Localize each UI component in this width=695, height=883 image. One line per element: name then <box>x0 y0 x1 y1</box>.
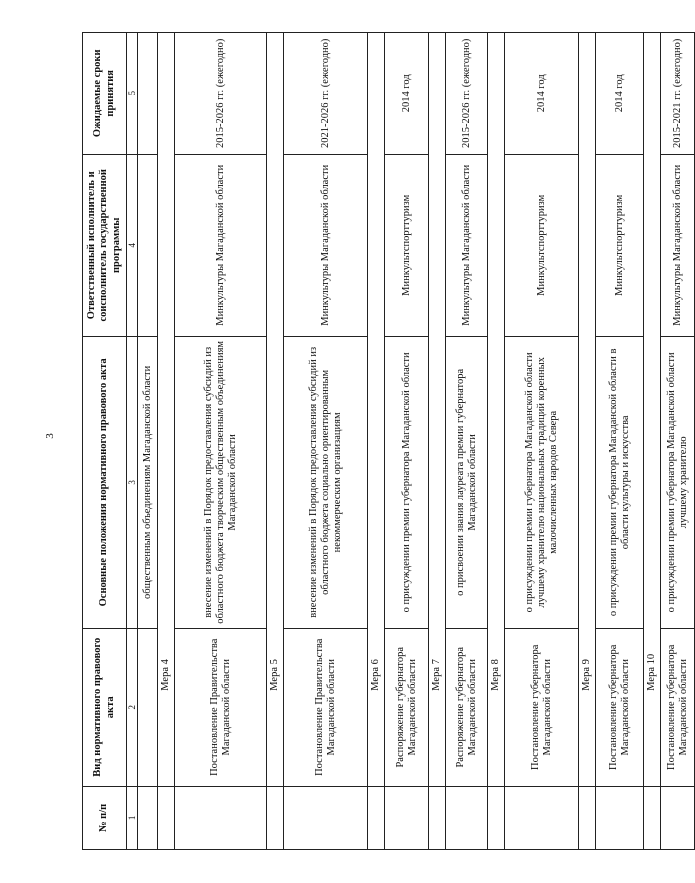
table-cell <box>284 786 368 849</box>
column-number: 4 <box>127 154 138 336</box>
table-cell: Минкультуры Магаданской области <box>284 154 368 336</box>
table-cell <box>385 786 429 849</box>
table-row <box>661 33 695 850</box>
measure-label: Мера 10 <box>644 33 661 787</box>
table-cell <box>175 786 267 849</box>
measure-number-cell <box>579 786 596 849</box>
table-cell: о присуждении премии губернатора Магаданской области лучшему хранителю <box>661 336 695 628</box>
table-cell: Минкультспорттуризм <box>596 154 644 336</box>
column-number: 3 <box>127 336 138 628</box>
table-row <box>175 33 267 850</box>
table-cell: 2015-2021 гг. (ежегодно) <box>661 33 695 155</box>
measure-row <box>158 33 175 850</box>
measure-row <box>267 33 284 850</box>
table-row <box>284 33 368 850</box>
table-cell: 2014 год <box>385 33 429 155</box>
measure-row <box>368 33 385 850</box>
measure-number-cell <box>644 786 661 849</box>
table-cell: 2015-2026 гг. (ежегодно) <box>446 33 488 155</box>
column-header: Вид нормативного правового акта <box>83 628 127 786</box>
table-cell: 2021-2026 гг. (ежегодно) <box>284 33 368 155</box>
table-row <box>596 33 644 850</box>
table-cell <box>138 628 158 786</box>
measure-label: Мера 4 <box>158 33 175 787</box>
table-cell <box>138 33 158 155</box>
table-cell <box>446 786 488 849</box>
table-cell: о присуждении премии губернатора Магаданской области лучшему хранителю национальных традиций коренных малочисленных народов Севера <box>505 336 579 628</box>
table-cell <box>138 154 158 336</box>
table-cell: Минкультспорттуризм <box>385 154 429 336</box>
table-cell: Минкультспорттуризм <box>505 154 579 336</box>
table-cell: Постановление Правительства Магаданской области <box>175 628 267 786</box>
table-cell: Постановление губернатора Магаданской области <box>661 628 695 786</box>
measure-label: Мера 5 <box>267 33 284 787</box>
table-cell <box>138 786 158 849</box>
measure-number-cell <box>488 786 505 849</box>
table-cell: Постановление губернатора Магаданской области <box>505 628 579 786</box>
table-cell <box>596 786 644 849</box>
table-cell: внесение изменений в Порядок предоставления субсидий из областного бюджета социально ориентированным некоммерческим организациям <box>284 336 368 628</box>
measure-number-cell <box>267 786 284 849</box>
table-cell: Минкультуры Магаданской области <box>175 154 267 336</box>
measure-label: Мера 8 <box>488 33 505 787</box>
table-cell: Постановление Правительства Магаданской области <box>284 628 368 786</box>
table-cell <box>661 786 695 849</box>
table-cell: Минкультуры Магаданской области <box>661 154 695 336</box>
table-row <box>385 33 429 850</box>
table-header-row <box>83 33 127 850</box>
page-number: 3 <box>44 433 56 439</box>
table-cell: общественным объединениям Магаданской области <box>138 336 158 628</box>
measure-label: Мера 7 <box>429 33 446 787</box>
column-number-row <box>127 33 138 850</box>
normative-acts-table <box>82 32 695 850</box>
column-number: 2 <box>127 628 138 786</box>
table-cell: Распоряжение губернатора Магаданской области <box>446 628 488 786</box>
measure-row <box>644 33 661 850</box>
table-cell: 2015-2026 гг. (ежегодно) <box>175 33 267 155</box>
column-number: 5 <box>127 33 138 155</box>
measure-row <box>429 33 446 850</box>
measure-number-cell <box>429 786 446 849</box>
column-header: № п/п <box>83 786 127 849</box>
measure-row <box>488 33 505 850</box>
table-cell: Распоряжение губернатора Магаданской области <box>385 628 429 786</box>
measure-label: Мера 6 <box>368 33 385 787</box>
column-header: Ответственный исполнитель и соисполнитель государственной программы <box>83 154 127 336</box>
column-header: Основные положения нормативного правового акта <box>83 336 127 628</box>
measure-number-cell <box>368 786 385 849</box>
table-row <box>138 33 158 850</box>
table-cell: 2014 год <box>505 33 579 155</box>
measure-label: Мера 9 <box>579 33 596 787</box>
measure-number-cell <box>158 786 175 849</box>
table-cell: о присуждении премии губернатора Магаданской области в области культуры и искусства <box>596 336 644 628</box>
measure-row <box>579 33 596 850</box>
table-cell: 2014 год <box>596 33 644 155</box>
table-row <box>446 33 488 850</box>
table-cell: о присуждении премии губернатора Магаданской области <box>385 336 429 628</box>
table-cell: Минкультуры Магаданской области <box>446 154 488 336</box>
rotated-table-container <box>82 32 689 850</box>
table-cell <box>505 786 579 849</box>
table-cell: Постановление губернатора Магаданской области <box>596 628 644 786</box>
table-cell: внесение изменений в Порядок предоставления субсидий из областного бюджета творческим общественным объединениям Магаданской области <box>175 336 267 628</box>
table-row <box>505 33 579 850</box>
table-cell: о присвоении звания лауреата премии губернатора Магаданской области <box>446 336 488 628</box>
column-number: 1 <box>127 786 138 849</box>
column-header: Ожидаемые сроки принятия <box>83 33 127 155</box>
